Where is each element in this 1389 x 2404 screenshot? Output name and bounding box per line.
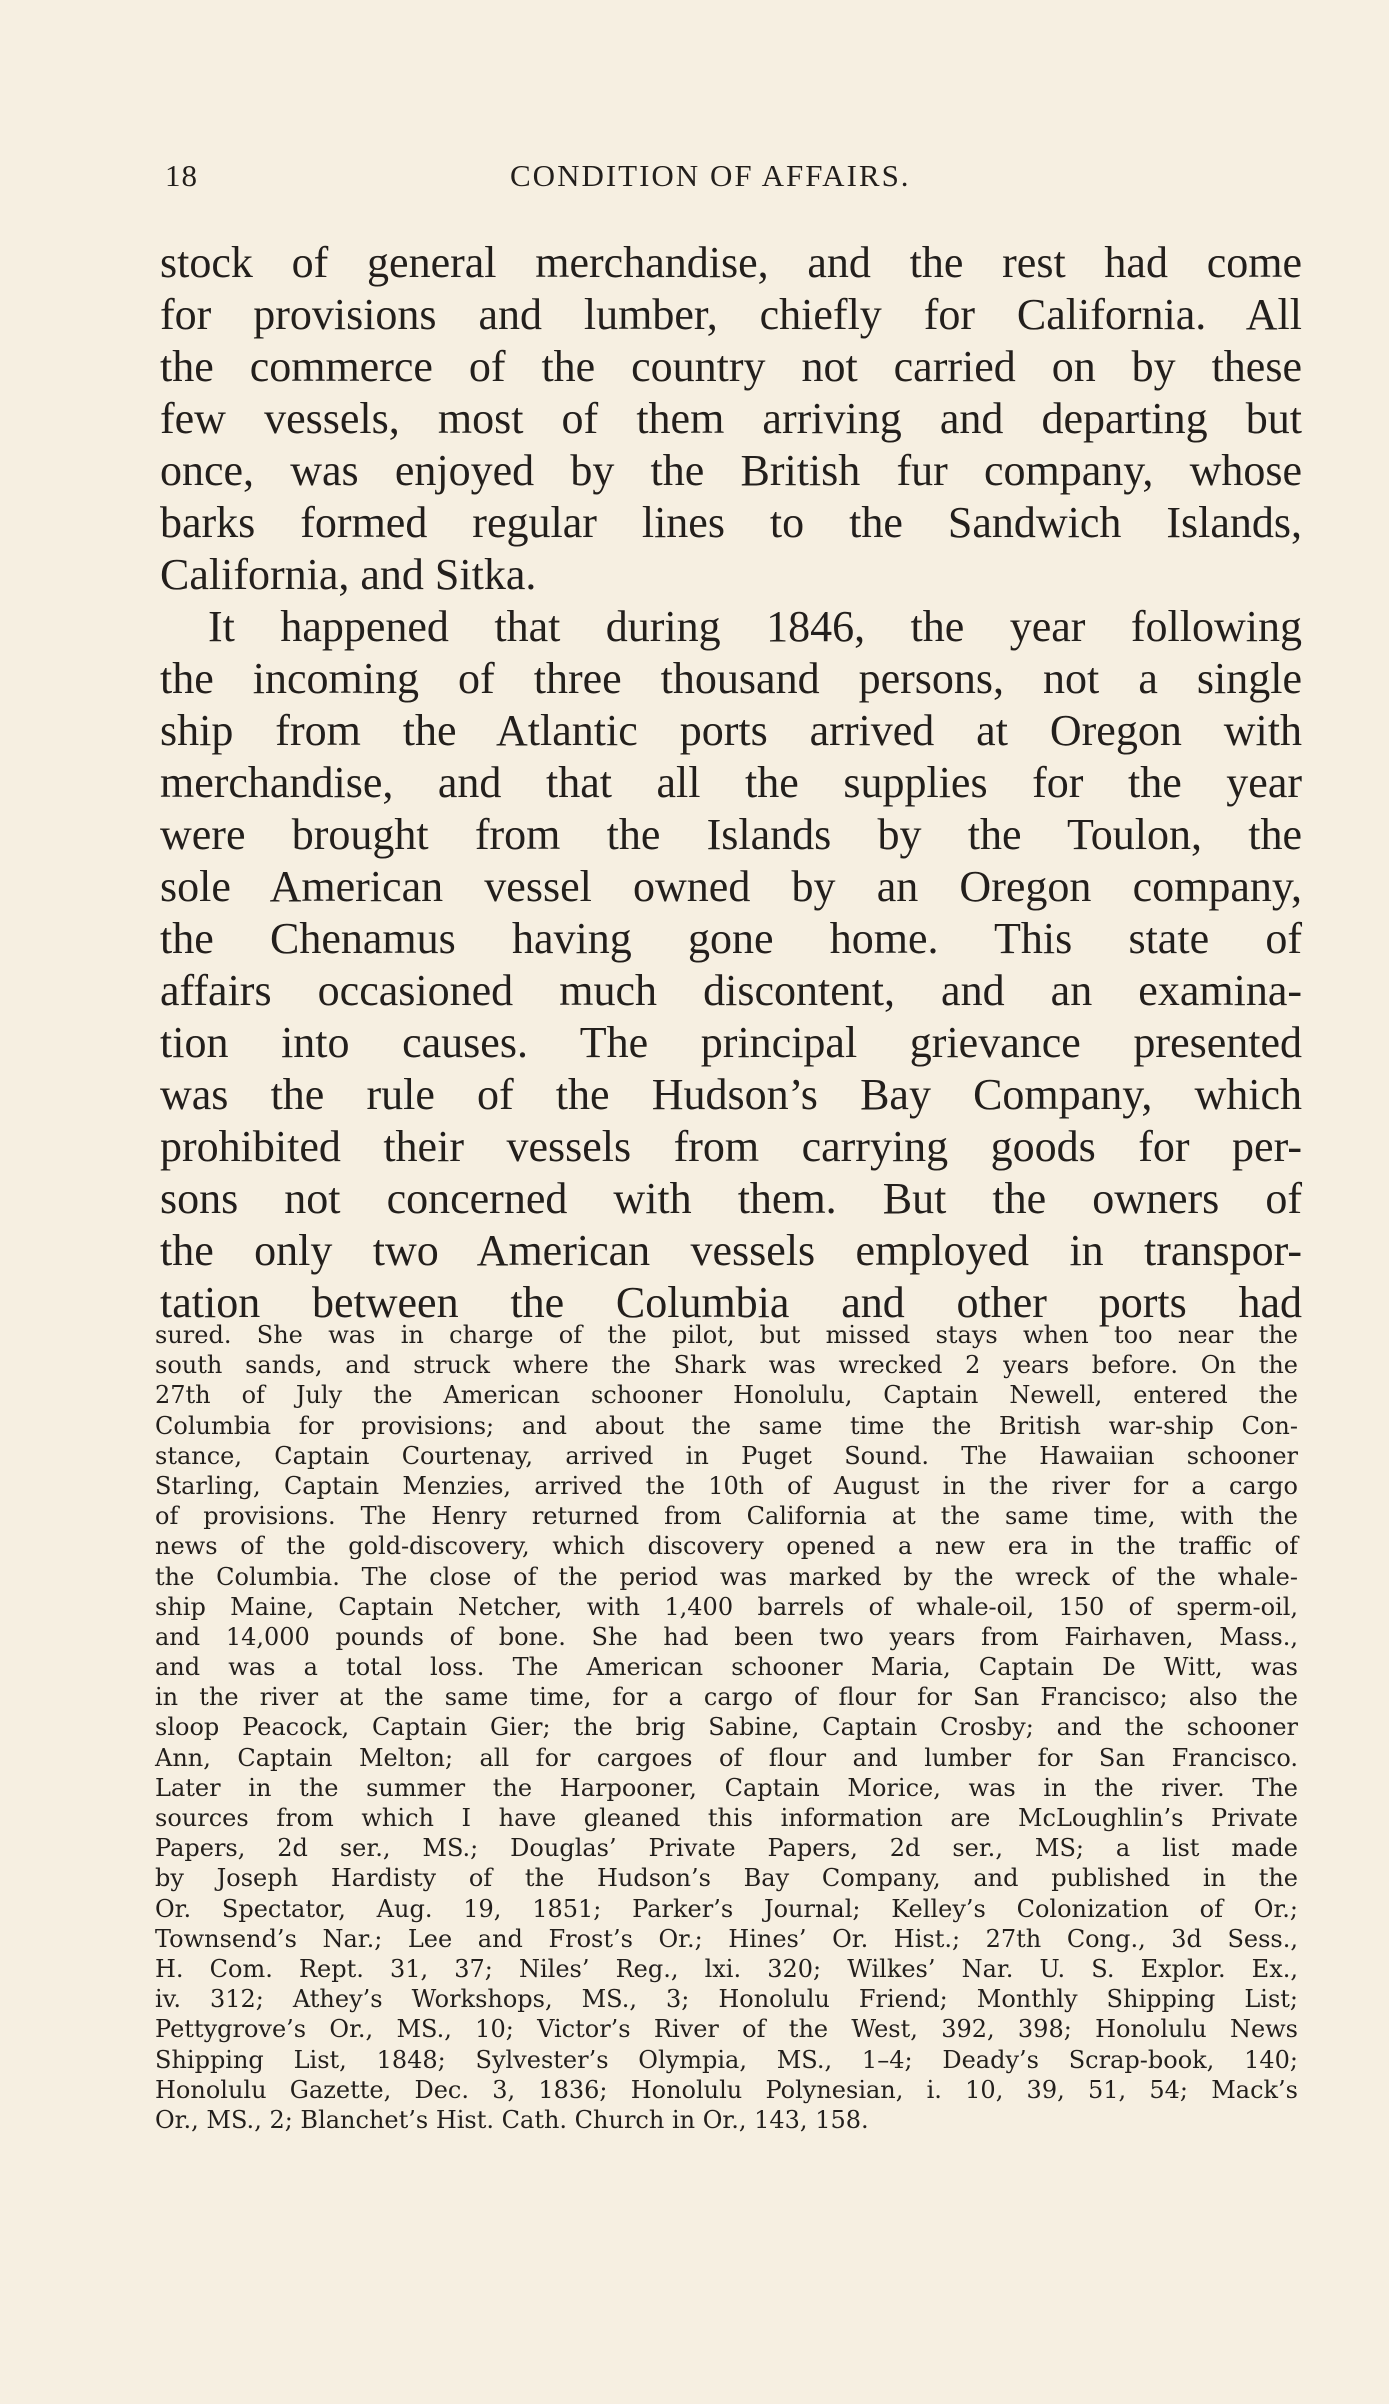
text-line: for provisions and lumber, chiefly for California. All: [160, 290, 1302, 339]
text-line: It happened that during 1846, the year following: [208, 602, 1302, 651]
text-line: the incoming of three thousand persons, not a single: [160, 654, 1302, 703]
main-text: [160, 237, 1302, 1329]
page-header: [165, 158, 1297, 198]
running-head: CONDITION OF AFFAIRS.: [510, 158, 911, 193]
text-line: sons not concerned with them. But the owners of: [160, 1174, 1302, 1223]
text-line: California, and Sitka.: [160, 550, 537, 599]
text-line: affairs occasioned much discontent, and an examina-: [160, 966, 1302, 1015]
text-line: prohibited their vessels from carrying goods for per-: [160, 1122, 1302, 1171]
footnote-line: Papers, 2d ser., MS.; Douglas’ Private Papers, 2d ser., MS; a list made: [155, 1834, 1298, 1863]
text-line: sole American vessel owned by an Oregon company,: [160, 862, 1302, 911]
footnote-line: Honolulu Gazette, Dec. 3, 1836; Honolulu Polynesian, i. 10, 39, 51, 54; Mack’s: [155, 2075, 1298, 2104]
page-number: 18: [165, 158, 198, 193]
footnote-line: Or. Spectator, Aug. 19, 1851; Parker’s Journal; Kelley’s Colonization of Or.;: [155, 1894, 1298, 1923]
text-line: ship from the Atlantic ports arrived at Oregon with: [160, 706, 1302, 755]
text-line: were brought from the Islands by the Toulon, the: [160, 810, 1302, 859]
footnote: [155, 1320, 1298, 2135]
text-line: once, was enjoyed by the British fur company, whose: [160, 446, 1302, 495]
footnote-line: Pettygrove’s Or., MS., 10; Victor’s River of the West, 392, 398; Honolulu News: [155, 2015, 1298, 2044]
footnote-line: iv. 312; Athey’s Workshops, MS., 3; Honolulu Friend; Monthly Shipping List;: [155, 1985, 1298, 2014]
text-line: tion into causes. The principal grievance presented: [160, 1018, 1302, 1067]
footnote-line: south sands, and struck where the Shark was wrecked 2 years before. On the: [155, 1351, 1298, 1380]
footnote-line: sources from which I have gleaned this information are McLoughlin’s Private: [155, 1804, 1298, 1832]
footnote-line: Later in the summer the Harpooner, Captain Morice, was in the river. The: [155, 1773, 1298, 1802]
text-line: was the rule of the Hudson’s Bay Company, which: [160, 1070, 1302, 1119]
text-line: stock of general merchandise, and the rest had come: [160, 238, 1302, 287]
footnote-line: ship Maine, Captain Netcher, with 1,400 barrels of whale-oil, 150 of sperm-oil,: [155, 1592, 1298, 1621]
text-line: barks formed regular lines to the Sandwich Islands,: [160, 498, 1302, 547]
text-line: merchandise, and that all the supplies for the year: [160, 758, 1302, 807]
footnote-line: 27th of July the American schooner Honolulu, Captain Newell, entered the: [155, 1381, 1298, 1410]
text-line: tation between the Columbia and other ports had: [160, 1278, 1302, 1327]
footnote-line: Starling, Captain Menzies, arrived the 10th of August in the river for a cargo: [155, 1471, 1298, 1500]
text-line: the commerce of the country not carried on by these: [160, 342, 1302, 391]
footnote-line: H. Com. Rept. 31, 37; Niles’ Reg., lxi. 320; Wilkes’ Nar. U. S. Explor. Ex.,: [155, 1954, 1298, 1983]
footnote-line: sloop Peacock, Captain Gier; the brig Sabine, Captain Crosby; and the schooner: [155, 1713, 1298, 1742]
footnote-line: Columbia for provisions; and about the same time the British war-ship Con-: [155, 1411, 1298, 1440]
footnote-line: news of the gold-discovery, which discovery opened a new era in the traffic of: [155, 1532, 1298, 1561]
footnote-line: of provisions. The Henry returned from California at the same time, with the: [155, 1502, 1298, 1531]
text-line: the only two American vessels employed in transpor-: [160, 1226, 1302, 1275]
footnote-line: stance, Captain Courtenay, arrived in Puget Sound. The Hawaiian schooner: [155, 1441, 1298, 1470]
footnote-line: and 14,000 pounds of bone. She had been two years from Fairhaven, Mass.,: [155, 1622, 1298, 1651]
footnote-line: Townsend’s Nar.; Lee and Frost’s Or.; Hines’ Or. Hist.; 27th Cong., 3d Sess.,: [155, 1924, 1298, 1953]
footnote-line: and was a total loss. The American schooner Maria, Captain De Witt, was: [155, 1653, 1298, 1682]
footnote-line: Ann, Captain Melton; all for cargoes of flour and lumber for San Francisco.: [155, 1743, 1298, 1772]
footnote-line: in the river at the same time, for a cargo of flour for San Francisco; also the: [155, 1683, 1298, 1712]
footnote-line: Or., MS., 2; Blanchet’s Hist. Cath. Church in Or., 143, 158.: [155, 2105, 869, 2134]
footnote-line: sured. She was in charge of the pilot, but missed stays when too near the: [155, 1321, 1298, 1349]
footnote-line: the Columbia. The close of the period was marked by the wreck of the whale-: [155, 1562, 1298, 1591]
footnote-line: by Joseph Hardisty of the Hudson’s Bay Company, and published in the: [155, 1864, 1298, 1893]
text-line: few vessels, most of them arriving and departing but: [160, 394, 1302, 443]
footnote-line: Shipping List, 1848; Sylvester’s Olympia, MS., 1–4; Deady’s Scrap-book, 140;: [155, 2045, 1298, 2074]
text-line: the Chenamus having gone home. This state of: [160, 914, 1302, 963]
